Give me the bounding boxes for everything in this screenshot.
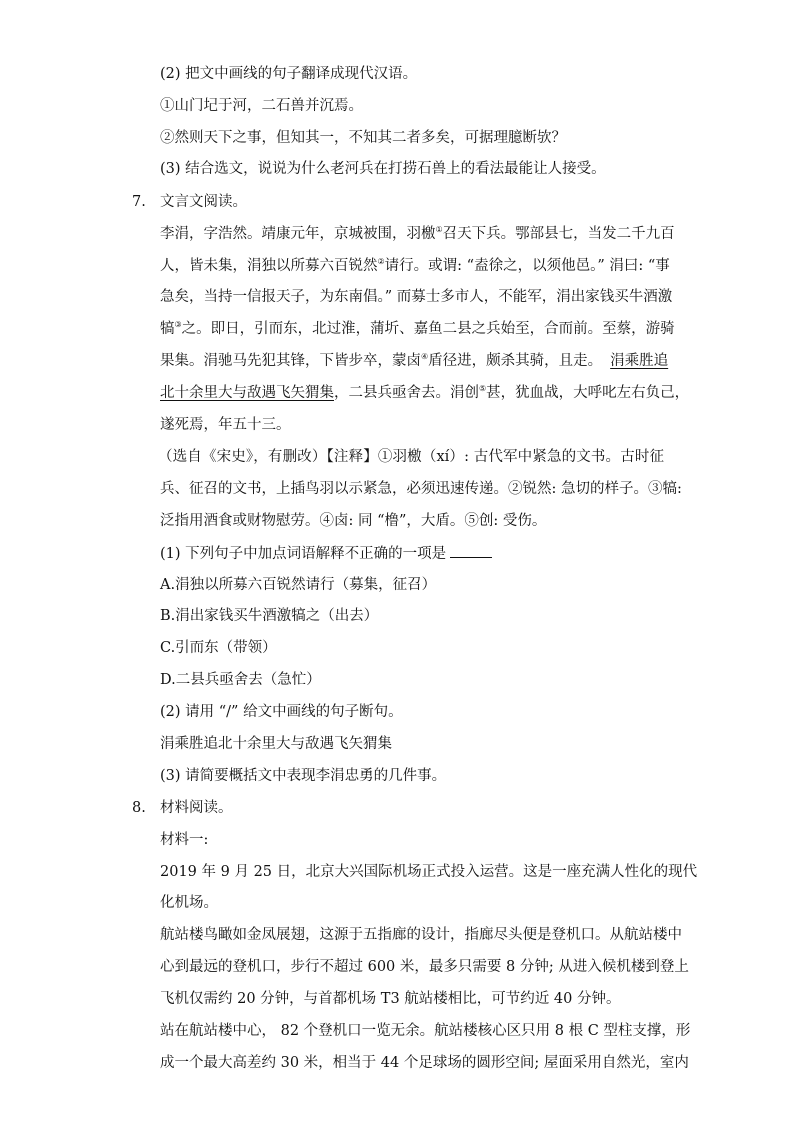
q7-passage-line-3: 急矣，当持一信报天子，为东南倡。” 而募士多市人，不能军，涓出家钱买牛酒激 bbox=[160, 289, 673, 305]
q7-passage-line-4: 犒③之。即日，引而东，北过淮，蒲圻、嘉鱼二县之兵始至，合而前。至蔡，游骑 bbox=[160, 320, 675, 337]
q7-option-d: D.二县兵亟舍去（急忙） bbox=[160, 672, 321, 688]
q7-passage-line-5: 果集。涓驰马先犯其锋，下皆步卒，蒙卤④盾径进，颇杀其骑，且走。 涓乘胜追 bbox=[160, 352, 669, 369]
q6-sentence-1: ①山门圮于河，二石兽并沉焉。 bbox=[160, 98, 363, 114]
q7-passage-line-6: 北十余里大与敌遇飞矢猬集，二县兵亟舍去。涓创⑤甚，犹血战，大呼叱左右负己， bbox=[160, 384, 690, 401]
q8-material-1-label: 材料一: bbox=[160, 832, 209, 848]
q7-sub1: (1) 下列句子中加点词语解释不正确的一项是 bbox=[160, 543, 492, 564]
underlined-sentence-part-1: 涓乘胜追 bbox=[610, 353, 669, 369]
q7-option-c: C.引而东（带领） bbox=[160, 640, 277, 656]
q7-passage-line-7: 遂死焉，年五十三。 bbox=[160, 417, 291, 433]
q7-option-b: B.涓出家钱买牛酒激犒之（出去） bbox=[160, 608, 379, 624]
q6-part3: (3) 结合选文，说说为什么老河兵在打捞石兽上的看法最能让人接受。 bbox=[160, 161, 606, 177]
q7-number: 7. bbox=[132, 194, 146, 210]
answer-blank bbox=[450, 543, 492, 558]
q7-sub2: (2) 请用 “/” 给文中画线的句子断句。 bbox=[160, 704, 403, 720]
q7-note-line-3: 泛指用酒食或财物慰劳。④卤: 同 “橹”，大盾。⑤创: 受伤。 bbox=[160, 513, 547, 529]
q7-note-line-2: 兵、征召的文书，上插鸟羽以示紧急，必须迅速传递。②锐然: 急切的样子。③犒: bbox=[160, 481, 682, 497]
q8-line-6: 站在航站楼中心， 82 个登机口一览无余。航站楼核心区只用 8 根 C 型柱支撑，形 bbox=[160, 1023, 691, 1039]
q7-sub2-sentence: 涓乘胜追北十余里大与敌遇飞矢猬集 bbox=[160, 736, 392, 752]
q7-passage-line-1: 李涓，字浩然。靖康元年，京城被围，羽檄①召天下兵。鄂部县七，当发二千九百 bbox=[160, 225, 675, 242]
q7-sub3: (3) 请简要概括文中表现李涓忠勇的几件事。 bbox=[160, 768, 447, 784]
q8-line-1: 2019 年 9 月 25 日，北京大兴国际机场正式投入运营。这是一座充满人性化的现代 bbox=[160, 864, 698, 880]
q7-option-a: A.涓独以所募六百锐然请行（募集，征召） bbox=[160, 577, 437, 593]
q7-passage-line-2: 人，皆未集，涓独以所募六百锐然②请行。或谓: “盍徐之，以须他邑。” 涓曰: “事 bbox=[160, 257, 670, 274]
q8-line-2: 化机场。 bbox=[160, 895, 218, 911]
q7-note-line-1: （选自《宋史》，有删改）【注释】①羽檄（xí）: 古代军中紧急的文书。古时征 bbox=[158, 449, 664, 465]
q8-number: 8. bbox=[132, 800, 146, 816]
q6-part2: (2) 把文中画线的句子翻译成现代汉语。 bbox=[160, 66, 418, 82]
q7-title: 文言文阅读。 bbox=[160, 194, 247, 210]
q6-sentence-2: ②然则天下之事，但知其一，不知其二者多矣，可据理臆断欤？ bbox=[160, 130, 566, 146]
underlined-sentence-part-2: 北十余里大与敌遇飞矢猬集 bbox=[160, 385, 334, 401]
q8-line-5: 飞机仅需约 20 分钟，与首都机场 T3 航站楼相比，可节约近 40 分钟。 bbox=[160, 991, 621, 1007]
q8-line-4: 心到最远的登机口，步行不超过 600 米，最多只需要 8 分钟; 从进入候机楼到登上 bbox=[160, 959, 689, 975]
q8-line-3: 航站楼鸟瞰如金凤展翅，这源于五指廊的设计，指廊尽头便是登机口。从航站楼中 bbox=[160, 927, 682, 943]
q8-line-7: 成一个最大高差约 30 米，相当于 44 个足球场的圆形空间; 屋面采用自然光，室内 bbox=[160, 1055, 689, 1071]
q8-title: 材料阅读。 bbox=[160, 800, 233, 816]
